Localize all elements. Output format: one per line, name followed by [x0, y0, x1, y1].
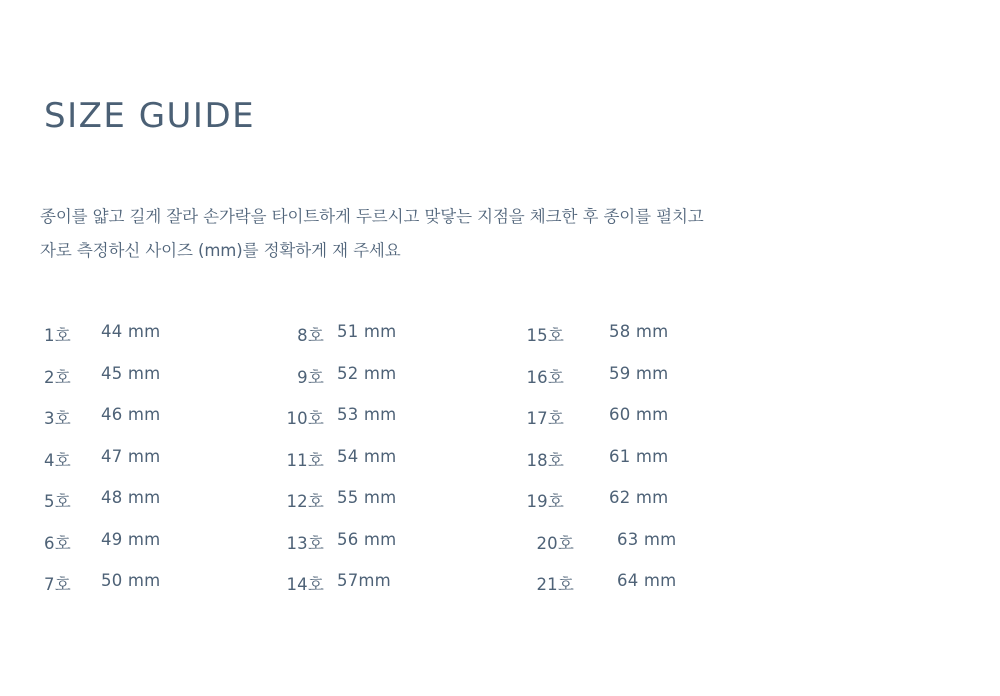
table-row: [0, 364, 1000, 406]
size-label: 21호: [536, 575, 574, 594]
intro-line-2: 자로 측정하신 사이즈 (mm)를 정확하게 재 주세요: [40, 241, 401, 260]
size-table: [0, 322, 1000, 613]
size-label: 3호: [44, 409, 71, 428]
size-label: 19호: [526, 492, 564, 511]
intro-line-1: 종이를 얇고 길게 잘라 손가락을 타이트하게 두르시고 맞닿는 지점을 체크한 후 종이를 펼치고: [40, 207, 704, 226]
size-value: 44 mm: [101, 322, 161, 341]
page-title: SIZE GUIDE: [44, 95, 256, 136]
size-value: 52 mm: [337, 363, 397, 383]
table-row: [0, 405, 1000, 447]
size-value: 46 mm: [101, 405, 161, 424]
size-label: 15호: [526, 326, 564, 345]
size-value: 56 mm: [337, 529, 397, 549]
size-value: 61 mm: [609, 446, 669, 466]
size-value: 60 mm: [609, 405, 669, 424]
size-label: 16호: [526, 367, 564, 387]
size-label: 4호: [44, 450, 71, 470]
table-row: [0, 571, 1000, 613]
size-label: 12호: [286, 492, 324, 511]
size-value: 47 mm: [101, 446, 161, 466]
size-value: 50 mm: [101, 571, 161, 590]
size-label: 10호: [286, 409, 324, 428]
size-label: 1호: [44, 326, 71, 345]
size-value: 45 mm: [101, 363, 161, 383]
size-value: 63 mm: [617, 529, 677, 549]
size-label: 2호: [44, 367, 71, 387]
size-label: 11호: [286, 450, 324, 470]
intro-paragraph: [40, 200, 940, 268]
size-value: 55 mm: [337, 488, 397, 507]
size-value: 49 mm: [101, 529, 161, 549]
table-row: [0, 322, 1000, 364]
size-label: 5호: [44, 492, 71, 511]
size-value: 64 mm: [617, 571, 677, 590]
size-label: 9호: [297, 367, 324, 387]
size-label: 13호: [286, 533, 324, 553]
size-label: 17호: [526, 409, 564, 428]
size-label: 7호: [44, 575, 71, 594]
size-value: 58 mm: [609, 322, 669, 341]
size-value: 57mm: [337, 571, 391, 590]
size-label: 8호: [297, 326, 324, 345]
size-value: 59 mm: [609, 363, 669, 383]
table-row: [0, 447, 1000, 489]
table-row: [0, 488, 1000, 530]
size-value: 62 mm: [609, 488, 669, 507]
size-value: 48 mm: [101, 488, 161, 507]
size-label: 20호: [536, 533, 574, 553]
size-label: 6호: [44, 533, 71, 553]
size-label: 18호: [526, 450, 564, 470]
size-value: 53 mm: [337, 405, 397, 424]
size-value: 51 mm: [337, 322, 397, 341]
size-value: 54 mm: [337, 446, 397, 466]
table-row: [0, 530, 1000, 572]
size-label: 14호: [286, 575, 324, 594]
